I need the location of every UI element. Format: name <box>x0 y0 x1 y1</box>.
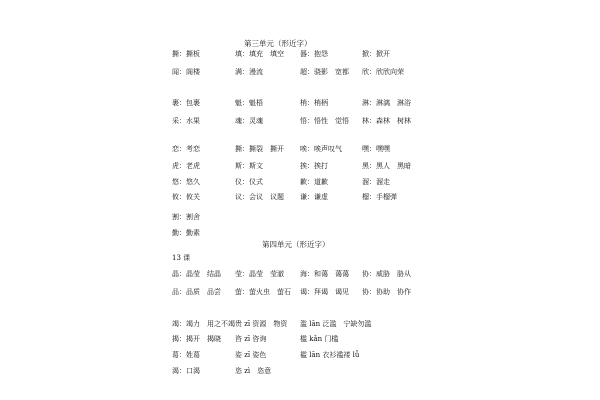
list-item: 填：填充 填空 <box>235 50 284 58</box>
list-item: 勤：勤素 <box>172 229 200 237</box>
unit3-title: 第三单元（形近字） <box>244 39 312 48</box>
list-item: 唉：唉声叹气 <box>300 145 342 153</box>
table-row <box>0 191 600 203</box>
list-item: 斯：斯文 <box>235 162 263 170</box>
list-item: 嘿：嘿嘿 <box>362 145 390 153</box>
list-item: 挨：挨打 <box>300 162 328 170</box>
list-item: 滥 lān 泛滥 宁缺勿滥 <box>300 320 372 328</box>
list-item: 萤：萤火虫 萤石 <box>235 288 291 296</box>
unit4-title: 第四单元（形近字） <box>262 240 330 249</box>
table-row <box>0 333 600 345</box>
list-item: 榴：手榴弹 <box>362 193 397 201</box>
list-item: 褴 lān 衣衫褴褛 lǚ <box>300 351 360 359</box>
table-row <box>0 160 600 172</box>
list-item: 溜：溜走 <box>362 178 390 186</box>
list-item: 贵 zī 资源 物资 <box>235 320 288 328</box>
lesson-label: 13 课 <box>172 254 191 262</box>
list-item: 黑：黑人 黑暗 <box>362 162 411 170</box>
list-item: 姿 zī 姿色 <box>235 351 267 359</box>
list-item: 悟：悟性 觉悟 <box>300 117 349 125</box>
list-item: 撕：撕板 <box>172 50 200 58</box>
table-row <box>0 115 600 127</box>
list-item: 超：骁影 宽都 <box>300 68 349 76</box>
list-item: 协：协助 协作 <box>362 288 411 296</box>
list-item: 满：漫流 <box>235 68 263 76</box>
table-row <box>0 268 600 280</box>
list-item: 闻：阁楼 <box>172 68 200 76</box>
list-item: 悠：悠久 <box>172 178 200 186</box>
list-item: 竭：竭力 用之不竭 <box>172 320 235 328</box>
list-item: 议：会议 议题 <box>235 193 284 201</box>
list-item: 撕：撕裂 撕开 <box>235 145 284 153</box>
table-row <box>0 97 600 109</box>
list-item: 采：水果 <box>172 117 200 125</box>
list-item: 魂：灵魂 <box>235 117 263 125</box>
table-row <box>0 176 600 188</box>
table-row <box>0 143 600 155</box>
list-item: 品：品质 品尝 <box>172 288 221 296</box>
table-row <box>0 365 600 377</box>
list-item: 渴：口渴 <box>172 367 200 375</box>
list-item: 欣：欣欣向荣 <box>362 68 404 76</box>
list-item: 揭：揭开 揭晓 <box>172 335 221 343</box>
list-item: 淋：淋漓 淋浴 <box>362 99 411 107</box>
list-item: 谦：谦虚 <box>300 193 328 201</box>
list-item: 器：抱怨 <box>300 50 328 58</box>
list-item: 恋：考恋 <box>172 145 200 153</box>
list-item: 林：森林 树林 <box>362 117 411 125</box>
list-item: 掀：掀开 <box>362 50 390 58</box>
table-row <box>0 318 600 330</box>
table-row <box>0 286 600 298</box>
list-item: 咨 zī 咨询 <box>235 335 267 343</box>
list-item: 海：和蔼 蔼蔼 <box>300 270 349 278</box>
list-item: 歉：道歉 <box>300 178 328 186</box>
table-row <box>0 349 600 361</box>
list-item: 割：割舍 <box>172 213 200 221</box>
list-item: 槛 kǎn 门槛 <box>300 335 339 343</box>
list-item: 晶：晶莹 结晶 <box>172 270 221 278</box>
table-row <box>0 66 600 78</box>
list-item: 虎：老虎 <box>172 162 200 170</box>
list-item: 仪：仪式 <box>235 178 263 186</box>
list-item: 梢：梢柄 <box>300 99 328 107</box>
list-item: 莹：晶莹 莹澈 <box>235 270 284 278</box>
list-item: 协：威胁 胁从 <box>362 270 411 278</box>
list-item: 恣 zì 恣意 <box>235 367 272 375</box>
list-item: 攸：攸关 <box>172 193 200 201</box>
table-row <box>0 48 600 60</box>
list-item: 谒：拜谒 谒见 <box>300 288 349 296</box>
list-item: 魁：魁梧 <box>235 99 263 107</box>
table-row <box>0 211 600 223</box>
list-item: 裹：包裹 <box>172 99 200 107</box>
table-row <box>0 227 600 239</box>
list-item: 葛：姓葛 <box>172 351 200 359</box>
